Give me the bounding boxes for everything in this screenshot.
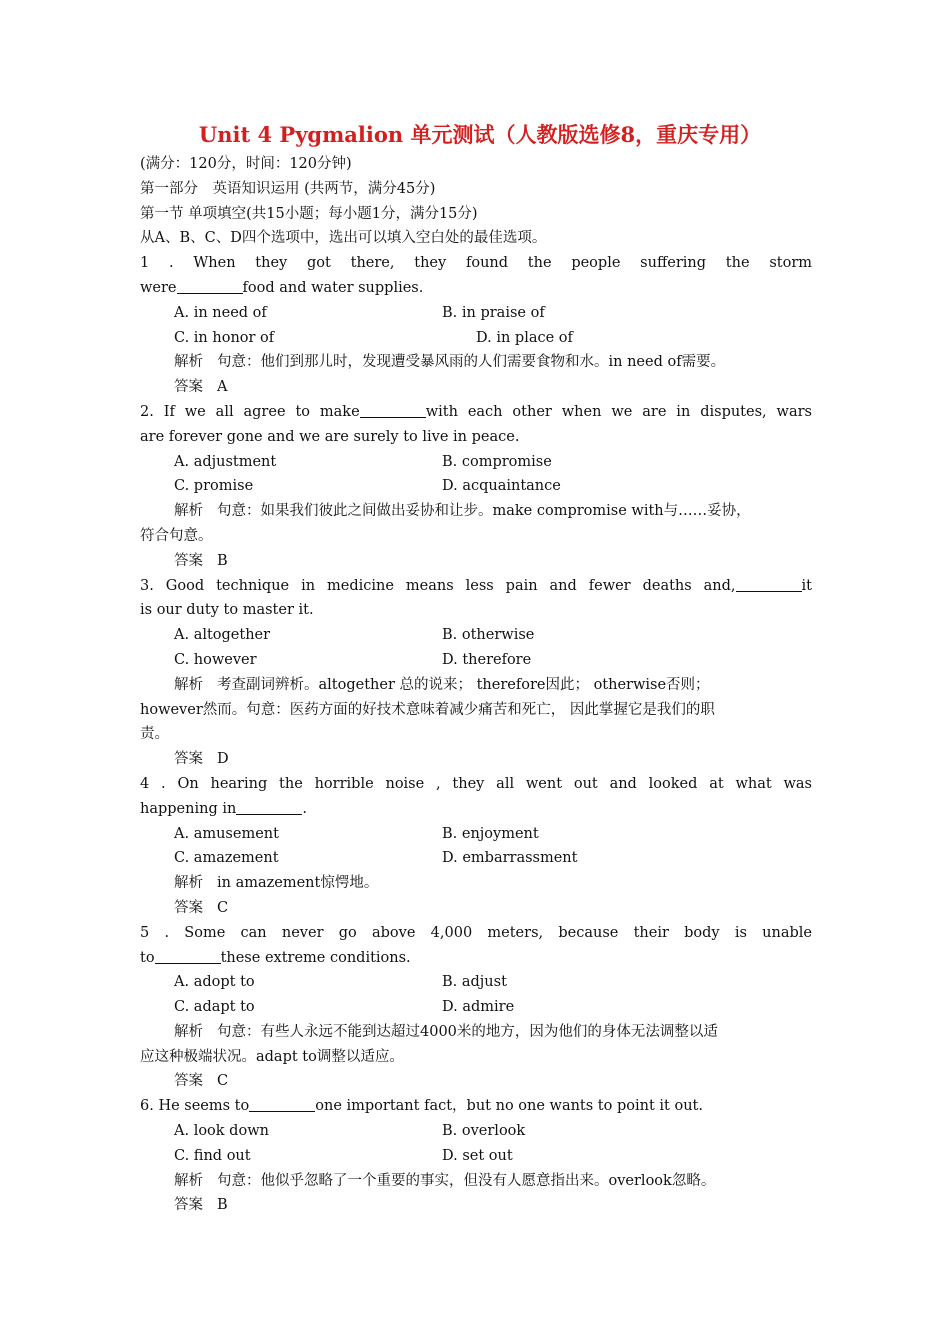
analysis: 解析 句意：如果我们彼此之间做出妥协和让步。make compromise with与……妥协， bbox=[174, 503, 751, 520]
answer: 答案 A bbox=[174, 379, 228, 396]
option-b: B. enjoyment bbox=[442, 825, 539, 842]
option-b: B. adjust bbox=[442, 974, 507, 991]
document-title: Unit 4 Pygmalion 单元测试（人教版选修8，重庆专用） bbox=[198, 122, 762, 147]
options-row bbox=[140, 648, 812, 673]
part-heading: 第一部分 英语知识运用 (共两节，满分45分) bbox=[140, 180, 436, 197]
question-stem-cont: is our duty to master it. bbox=[140, 602, 314, 619]
answer-label: 答案 bbox=[174, 751, 203, 768]
option-b: B. compromise bbox=[442, 453, 552, 470]
option-a: A. in need of bbox=[174, 304, 267, 321]
option-c: C. in honor of bbox=[174, 329, 275, 346]
option-d: D. set out bbox=[442, 1147, 513, 1164]
analysis-label: 解析 bbox=[174, 503, 203, 520]
question-stem: 5 . Some can never go above 4,000 meters, because their body is unable bbox=[140, 924, 812, 941]
options-row bbox=[140, 623, 812, 648]
question-stem: 1 . When they got there, they found the people suffering the storm bbox=[140, 255, 812, 272]
section-heading: 第一节 单项填空(共15小题；每小题1分，满分15分) bbox=[140, 205, 478, 222]
options-row bbox=[140, 846, 812, 871]
question-5 bbox=[140, 921, 812, 1095]
analysis-label: 解析 bbox=[174, 354, 203, 371]
options-row bbox=[140, 995, 812, 1020]
options-row bbox=[140, 1144, 812, 1169]
analysis-cont: 责。 bbox=[140, 726, 169, 743]
answer-blank bbox=[360, 403, 426, 418]
options-row bbox=[140, 970, 812, 995]
options-row bbox=[140, 474, 812, 499]
answer-blank bbox=[236, 800, 302, 815]
analysis: 解析 句意：有些人永远不能到达超过4000米的地方，因为他们的身体无法调整以适 bbox=[174, 1023, 718, 1040]
question-stem: 3. Good technique in medicine means less pain and fewer deaths and, it bbox=[140, 577, 812, 594]
answer-label: 答案 bbox=[174, 899, 203, 916]
analysis: 解析 句意：他们到那儿时，发现遭受暴风雨的人们需要食物和水。in need of需要。 bbox=[174, 354, 726, 371]
option-c: C. promise bbox=[174, 478, 254, 495]
option-a: A. adjustment bbox=[174, 453, 277, 470]
answer: 答案 C bbox=[174, 899, 229, 916]
option-d: D. in place of bbox=[476, 329, 573, 346]
analysis: 解析 考查副词辨析。altogether 总的说来； therefore因此； otherwise否则； bbox=[174, 676, 710, 693]
question-4 bbox=[140, 772, 812, 921]
analysis: 解析 句意：他似乎忽略了一个重要的事实，但没有人愿意指出来。overlook忽略。 bbox=[174, 1172, 716, 1189]
answer-blank bbox=[249, 1097, 315, 1112]
options-row bbox=[140, 1119, 812, 1144]
analysis: 解析 in amazement惊愕地。 bbox=[174, 875, 379, 892]
option-c: C. amazement bbox=[174, 850, 279, 867]
answer-label: 答案 bbox=[174, 552, 203, 569]
answer-blank bbox=[177, 279, 243, 294]
answer: 答案 B bbox=[174, 1197, 228, 1214]
options-row bbox=[140, 326, 812, 351]
options-row bbox=[140, 301, 812, 326]
option-d: D. admire bbox=[442, 999, 515, 1016]
option-c: C. find out bbox=[174, 1147, 251, 1164]
analysis-cont: however然而。句意：医药方面的好技术意味着减少痛苦和死亡， 因此掌握它是我们的职 bbox=[140, 701, 715, 718]
question-stem: 6. He seems to one important fact，but no one wants to point it out. bbox=[140, 1098, 703, 1115]
option-c: C. adapt to bbox=[174, 999, 255, 1016]
analysis-label: 解析 bbox=[174, 1172, 203, 1189]
question-2 bbox=[140, 400, 812, 574]
question-stem-cont: are forever gone and we are surely to live in peace. bbox=[140, 428, 520, 445]
analysis-label: 解析 bbox=[174, 875, 203, 892]
answer-label: 答案 bbox=[174, 379, 203, 396]
option-d: D. embarrassment bbox=[442, 850, 578, 867]
answer-blank bbox=[155, 949, 221, 964]
option-a: A. amusement bbox=[174, 825, 279, 842]
answer: 答案 D bbox=[174, 751, 229, 768]
document-page bbox=[140, 120, 812, 1218]
option-d: D. therefore bbox=[442, 651, 532, 668]
answer: 答案 B bbox=[174, 552, 228, 569]
option-c: C. however bbox=[174, 651, 257, 668]
question-6 bbox=[140, 1094, 812, 1218]
question-3 bbox=[140, 574, 812, 772]
analysis-cont: 应这种极端状况。adapt to调整以适应。 bbox=[140, 1048, 404, 1065]
analysis-cont: 符合句意。 bbox=[140, 527, 213, 544]
answer: 答案 C bbox=[174, 1073, 229, 1090]
answer-label: 答案 bbox=[174, 1197, 203, 1214]
options-row bbox=[140, 450, 812, 475]
option-b: B. overlook bbox=[442, 1123, 526, 1140]
instructions: 从A、B、C、D四个选项中，选出可以填入空白处的最佳选项。 bbox=[140, 230, 547, 247]
option-d: D. acquaintance bbox=[442, 478, 561, 495]
question-stem: 2. If we all agree to make with each other when we are in disputes, wars bbox=[140, 403, 812, 420]
question-stem-cont: happening in . bbox=[140, 800, 307, 817]
answer-label: 答案 bbox=[174, 1073, 203, 1090]
option-a: A. look down bbox=[174, 1123, 269, 1140]
options-row bbox=[140, 822, 812, 847]
answer-blank bbox=[736, 577, 802, 592]
option-b: B. in praise of bbox=[442, 304, 545, 321]
question-stem: 4 . On hearing the horrible noise , they all went out and looked at what was bbox=[140, 775, 812, 792]
option-a: A. adopt to bbox=[174, 974, 255, 991]
option-b: B. otherwise bbox=[442, 627, 535, 644]
question-stem-cont: to these extreme conditions. bbox=[140, 949, 411, 966]
analysis-label: 解析 bbox=[174, 676, 203, 693]
option-a: A. altogether bbox=[174, 627, 271, 644]
analysis-label: 解析 bbox=[174, 1023, 203, 1040]
score-line: (满分：120分，时间：120分钟) bbox=[140, 156, 352, 172]
question-stem-cont: were food and water supplies. bbox=[140, 279, 424, 296]
question-1 bbox=[140, 251, 812, 400]
